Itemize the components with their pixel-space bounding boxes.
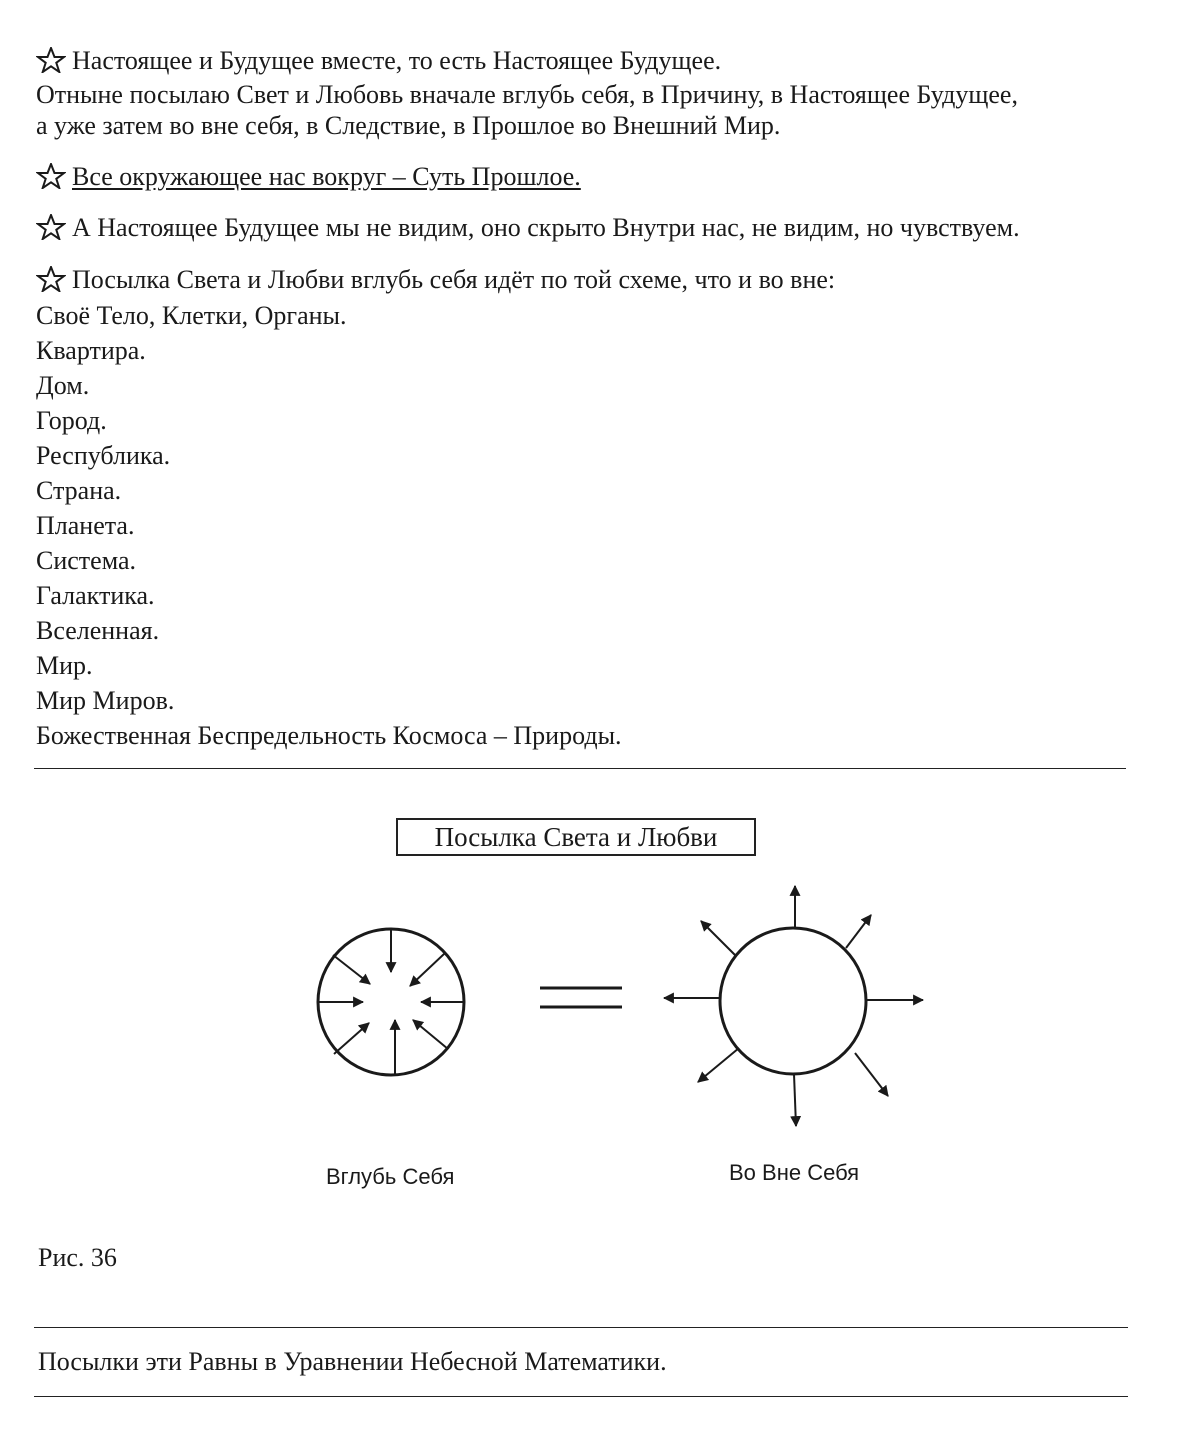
list-item: Республика. [36,441,171,470]
star-icon [36,266,66,292]
list-item: Город. [36,406,107,435]
list-item: Квартира. [36,336,146,365]
list-item: Своё Тело, Клетки, Органы. [36,301,347,330]
paragraph-2 [36,162,581,192]
arrow-icon [701,921,736,956]
star-icon [36,214,66,240]
list-item: Дом. [36,371,90,400]
left-caption: Вглубь Себя [326,1164,455,1189]
arrow-icon [698,1048,739,1082]
equals-sign [540,988,622,1007]
divider [34,1327,1128,1328]
inward-circle-diagram [318,929,464,1075]
list-item: Вселенная. [36,616,160,645]
arrow-icon [333,955,370,984]
arrow-icon [794,1074,796,1126]
paragraph-1-title [36,46,721,76]
list-item: Галактика. [36,581,155,610]
paragraph-1-title-text: Настоящее и Будущее вместе, то есть Настоящее Будущее. [72,46,722,75]
divider [34,1396,1128,1397]
arrow-icon [413,1020,448,1049]
arrow-icon [855,1053,888,1096]
star-icon [36,163,66,189]
paragraph-3-text: А Настоящее Будущее мы не видим, оно скрыто Внутри нас, не видим, но чувствуем. [72,213,1020,242]
list-item: Мир. [36,651,93,680]
paragraph-4-text: Посылка Света и Любви вглубь себя идёт по той схеме, что и во вне: [72,265,836,294]
arrow-icon [334,1023,369,1054]
paragraph-1-line-2: Отныне посылаю Свет и Любовь вначале вглубь себя, в Причину, в Настоящее Будущее, [36,80,1018,109]
arrow-icon [410,954,444,986]
paragraph-2-text: Все окружающее нас вокруг – Суть Прошлое. [72,162,581,191]
list-item: Божественная Беспредельность Космоса – Природы. [36,721,622,750]
list-item: Планета. [36,511,135,540]
divider [34,768,1126,769]
paragraph-3 [36,213,1020,243]
outward-circle-diagram [664,886,923,1126]
light-love-diagram [0,860,1178,1160]
arrow-icon [846,915,871,948]
list-item: Страна. [36,476,122,505]
list-item: Система. [36,546,137,575]
footer-text: Посылки эти Равны в Уравнении Небесной Математики. [38,1347,667,1376]
figure-title-box: Посылка Света и Любви [396,818,756,856]
star-icon [36,47,66,73]
paragraph-1-line-3: а уже затем во вне себя, в Следствие, в Прошлое во Внешний Мир. [36,111,781,140]
figure-label: Рис. 36 [38,1243,117,1272]
paragraph-4 [36,265,835,295]
list-item: Мир Миров. [36,686,175,715]
right-caption: Во Вне Себя [729,1160,860,1185]
